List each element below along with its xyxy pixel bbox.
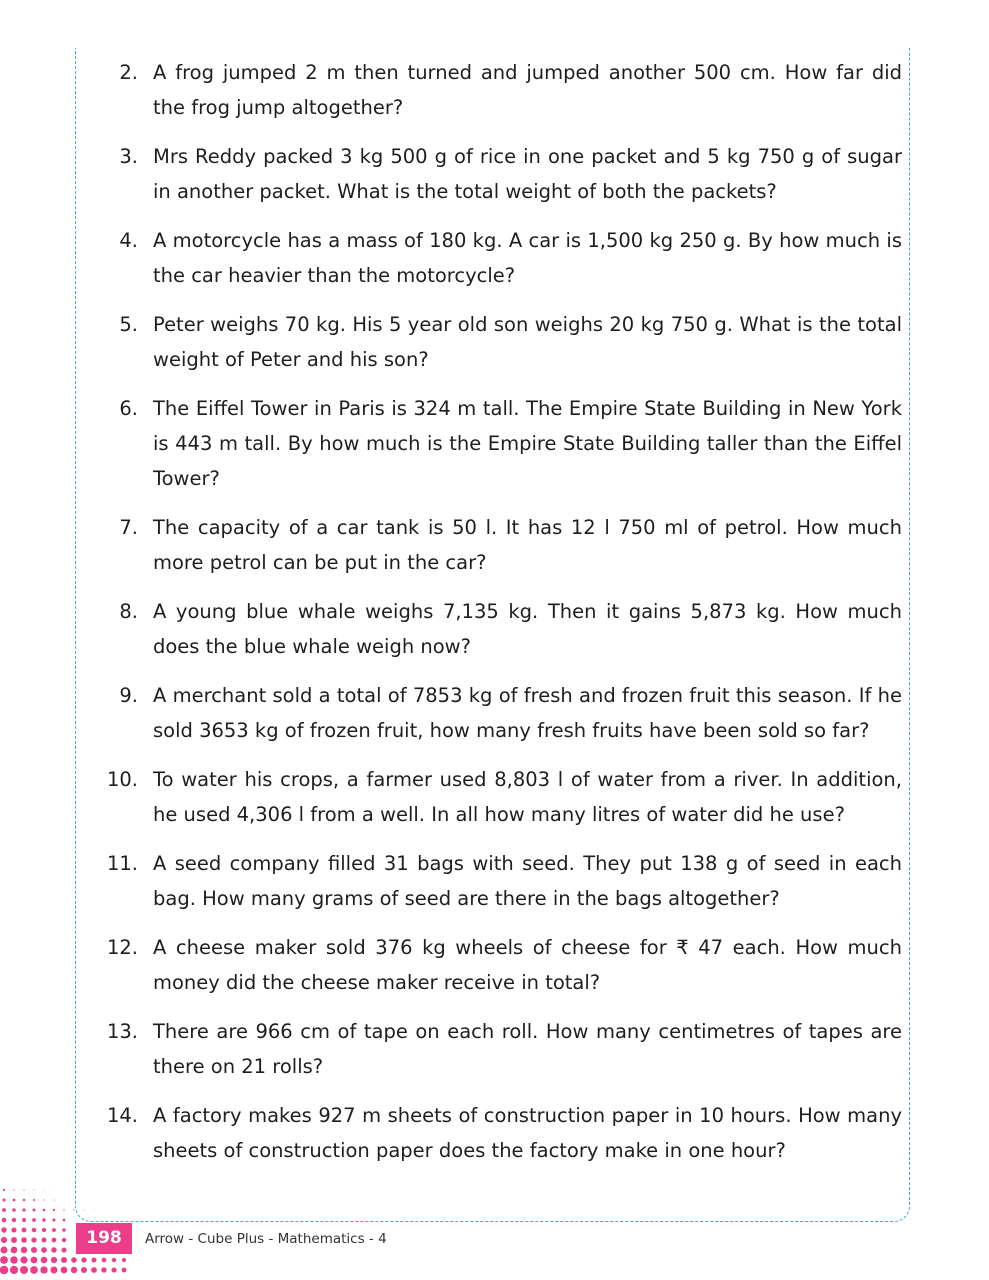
question-text: A motorcycle has a mass of 180 kg. A car is 1,500 kg 250 g. By how much is the car heavier than the motorcycle? <box>153 229 902 287</box>
question-number: 3. <box>119 145 138 168</box>
question-item <box>100 391 902 496</box>
question-item <box>100 594 902 664</box>
question-number: 6. <box>119 397 138 420</box>
question-number: 13. <box>106 1020 138 1043</box>
question-item <box>100 510 902 580</box>
question-number: 12. <box>106 936 138 959</box>
book-title-footer: Arrow - Cube Plus - Mathematics - 4 <box>145 1231 387 1247</box>
question-text: There are 966 cm of tape on each roll. How many centimetres of tapes are there on 21 rolls? <box>153 1020 902 1078</box>
question-text: The Eiffel Tower in Paris is 324 m tall. The Empire State Building in New York is 443 m tall. By how much is the Empire State Building taller than the Eiffel Tower? <box>153 397 902 490</box>
question-item <box>100 55 902 125</box>
question-number: 10. <box>106 768 138 791</box>
question-item <box>100 678 902 748</box>
question-text: A seed company filled 31 bags with seed. They put 138 g of seed in each bag. How many grams of seed are there in the bags altogether? <box>153 852 902 910</box>
question-item <box>100 1098 902 1168</box>
question-number: 11. <box>106 852 138 875</box>
question-item <box>100 930 902 1000</box>
question-text: Mrs Reddy packed 3 kg 500 g of rice in one packet and 5 kg 750 g of sugar in another packet. What is the total weight of both the packets? <box>153 145 902 203</box>
question-text: A young blue whale weighs 7,135 kg. Then it gains 5,873 kg. How much does the blue whale weigh now? <box>153 600 902 658</box>
question-number: 9. <box>119 684 138 707</box>
question-text: A factory makes 927 m sheets of construction paper in 10 hours. How many sheets of construction paper does the factory make in one hour? <box>153 1104 902 1162</box>
question-number: 7. <box>119 516 138 539</box>
question-number: 8. <box>119 600 138 623</box>
question-text: To water his crops, a farmer used 8,803 l of water from a river. In addition, he used 4,306 l from a well. In all how many litres of water did he use? <box>153 768 902 826</box>
question-text: Peter weighs 70 kg. His 5 year old son weighs 20 kg 750 g. What is the total weight of Peter and his son? <box>153 313 902 371</box>
question-number: 5. <box>119 313 138 336</box>
question-item <box>100 139 902 209</box>
question-item <box>100 223 902 293</box>
question-item <box>100 846 902 916</box>
question-item <box>100 1014 902 1084</box>
question-text: The capacity of a car tank is 50 l. It has 12 l 750 ml of petrol. How much more petrol can be put in the car? <box>153 516 902 574</box>
question-item <box>100 762 902 832</box>
question-number: 4. <box>119 229 138 252</box>
question-item <box>100 307 902 377</box>
question-text: A merchant sold a total of 7853 kg of fresh and frozen fruit this season. If he sold 3653 kg of frozen fruit, how many fresh fruits have been sold so far? <box>153 684 902 742</box>
page-number-badge: 198 <box>76 1223 132 1254</box>
question-number: 14. <box>106 1104 138 1127</box>
question-text: A cheese maker sold 376 kg wheels of cheese for ₹ 47 each. How much money did the cheese maker receive in total? <box>153 936 902 994</box>
question-number: 2. <box>119 61 138 84</box>
question-list <box>100 55 902 1182</box>
question-text: A frog jumped 2 m then turned and jumped another 500 cm. How far did the frog jump altogether? <box>153 61 902 119</box>
